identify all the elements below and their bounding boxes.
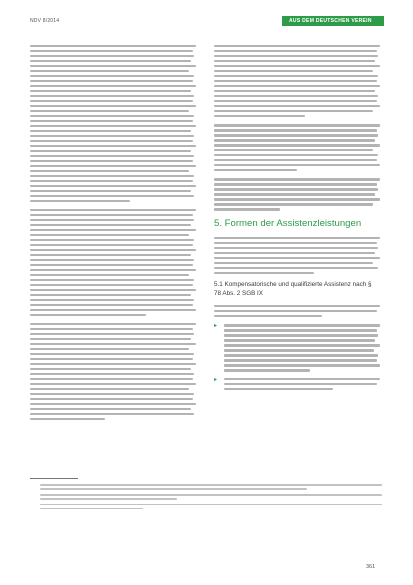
subsection-title: 5.1 Kompensatorische und qualifizierte Assistenz nach § 78 Abs. 2 SGB IX [214,281,372,297]
footnote [30,504,382,510]
left-paragraph-3 [30,323,196,420]
running-header-issue: NDV 8/2014 [30,18,60,24]
running-header-banner: AUS DEM DEUTSCHEN VEREIN [282,16,384,26]
footnotes [30,484,382,513]
bullet-icon: ▸ [214,323,218,330]
right-paragraph-1 [214,45,380,117]
right-paragraph-5 [214,305,380,317]
right-paragraph-3 [214,178,380,210]
bullet-icon: ▸ [214,376,218,383]
left-paragraph-2 [30,209,196,316]
section-title: 5. Formen der Assistenzleistungen [214,217,362,229]
right-paragraph-4 [214,237,380,274]
left-paragraph-1 [30,45,196,202]
left-column [30,45,196,427]
right-paragraph-2 [214,124,380,171]
list-item [214,324,380,371]
footnote-rule [30,478,78,479]
page-number: 361 [366,564,376,570]
footnote [30,494,382,500]
list-item [214,378,380,390]
footnote [30,484,382,490]
right-column [214,45,380,396]
